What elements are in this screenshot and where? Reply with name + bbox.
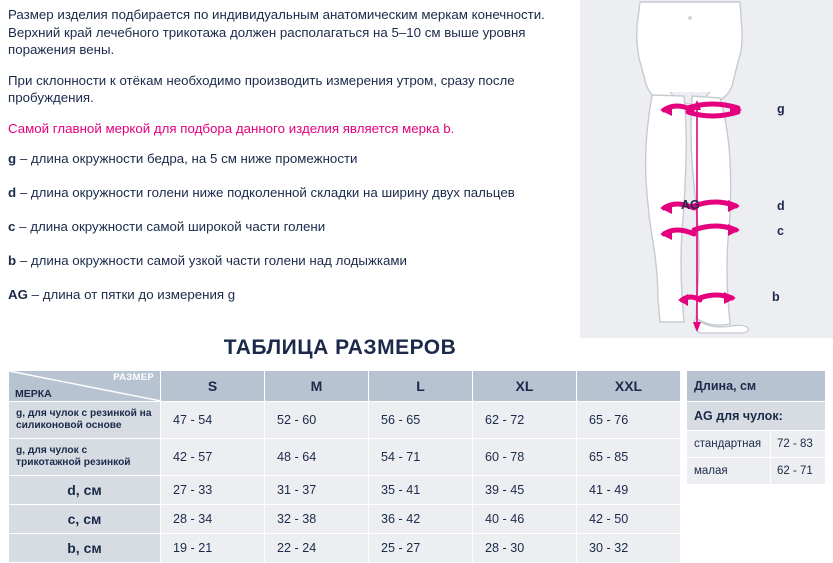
length-row-standard-label: стандартная (687, 431, 771, 458)
cell-g-silicone-xl: 62 - 72 (473, 402, 577, 439)
illustration-label-d: d (777, 199, 785, 213)
cell-g-knit-m: 48 - 64 (265, 439, 369, 476)
definition-key-ag: AG (8, 287, 28, 302)
length-table-subheader-row (687, 402, 826, 431)
definition-text-g: – длина окружности бедра, на 5 см ниже промежности (16, 151, 358, 166)
column-header-m: M (265, 371, 369, 402)
definition-text-ag: – длина от пятки до измерения g (27, 287, 236, 302)
cell-c-m: 32 - 38 (265, 505, 369, 534)
definition-d (8, 184, 578, 201)
cell-b-s: 19 - 21 (161, 534, 265, 563)
table-row (9, 439, 681, 476)
illustration-label-b: b (772, 290, 780, 304)
illustration-label-c: c (777, 224, 784, 238)
corner-label-size: РАЗМЕР (113, 372, 154, 383)
size-table-title: ТАБЛИЦА РАЗМЕРОВ (223, 336, 457, 359)
length-table-header: Длина, см (687, 371, 826, 402)
cell-b-m: 22 - 24 (265, 534, 369, 563)
cell-g-silicone-m: 52 - 60 (265, 402, 369, 439)
intro-paragraph-1: Размер изделия подбирается по индивидуальным анатомическим меркам конечности. Верхний край лечебного трикотажа должен располагаться на 5–10 см выше уровня поражения вены. (8, 7, 545, 57)
definition-key-b: b (8, 253, 17, 268)
cell-g-silicone-xxl: 65 - 76 (577, 402, 681, 439)
row-label-c: c, см (9, 505, 161, 534)
definition-text-d: – длина окружности голени ниже подколенной складки на ширину двух пальцев (16, 185, 515, 200)
cell-c-xl: 40 - 46 (473, 505, 577, 534)
row-label-g-knit: g, для чулок с трикотажной резинкой (9, 439, 161, 476)
definition-key-c: c (8, 219, 16, 234)
legs-diagram-svg (580, 0, 833, 338)
intro-paragraph-2: При склонности к отёкам необходимо производить измерения утром, сразу после пробуждения. (8, 72, 515, 105)
length-row-small-label: малая (687, 458, 771, 485)
d-arrow-head (728, 200, 740, 212)
table-row (9, 476, 681, 505)
column-header-s: S (161, 371, 265, 402)
table-corner-cell (9, 371, 161, 402)
definition-text-b: – длина окружности самой узкой части голени над лодыжками (16, 253, 407, 268)
definition-g (8, 150, 578, 167)
length-table (686, 370, 826, 485)
cell-c-xxl: 42 - 50 (577, 505, 681, 534)
table-row (9, 534, 681, 563)
intro-paragraph-highlight: Самой главной меркой для подбора данного изделия является мерка b. (8, 120, 455, 136)
size-table (8, 370, 681, 563)
instructions-column (8, 6, 578, 320)
cell-c-s: 28 - 34 (161, 505, 265, 534)
cell-d-xxl: 41 - 49 (577, 476, 681, 505)
cell-d-xl: 39 - 45 (473, 476, 577, 505)
column-header-xl: XL (473, 371, 577, 402)
row-label-d: d, см (9, 476, 161, 505)
cell-g-silicone-l: 56 - 65 (369, 402, 473, 439)
cell-b-xl: 28 - 30 (473, 534, 577, 563)
table-header-row (9, 371, 681, 402)
corner-label-measure: МЕРКА (15, 388, 52, 400)
cell-c-l: 36 - 42 (369, 505, 473, 534)
legs-measurement-illustration (580, 0, 833, 338)
row-label-b: b, см (9, 534, 161, 563)
cell-b-xxl: 30 - 32 (577, 534, 681, 563)
column-header-xxl: XXL (577, 371, 681, 402)
cell-d-l: 35 - 41 (369, 476, 473, 505)
cell-d-m: 31 - 37 (265, 476, 369, 505)
length-table-header-row (687, 371, 826, 402)
length-row-small-value: 62 - 71 (771, 458, 826, 485)
navel-dot (688, 16, 692, 20)
definition-text-c: – длина окружности самой широкой части голени (15, 219, 326, 234)
table-row (9, 402, 681, 439)
cell-g-silicone-s: 47 - 54 (161, 402, 265, 439)
row-label-g-silicone: g, для чулок с резинкой на силиконовой основе (9, 402, 161, 439)
table-row (687, 431, 826, 458)
length-table-subheader: AG для чулок: (687, 402, 826, 431)
definition-key-g: g (8, 151, 17, 166)
cell-b-l: 25 - 27 (369, 534, 473, 563)
cell-g-knit-xl: 60 - 78 (473, 439, 577, 476)
table-row (687, 458, 826, 485)
measurement-definitions (8, 150, 578, 303)
definition-b (8, 252, 578, 269)
cell-d-s: 27 - 33 (161, 476, 265, 505)
definition-c (8, 218, 578, 235)
cell-g-knit-s: 42 - 57 (161, 439, 265, 476)
illustration-label-ag: AG (681, 198, 700, 212)
illustration-label-g: g (777, 102, 785, 116)
column-header-l: L (369, 371, 473, 402)
table-row (9, 505, 681, 534)
cell-g-knit-xxl: 65 - 85 (577, 439, 681, 476)
c-arrow-head (728, 224, 740, 236)
definition-ag (8, 286, 578, 303)
cell-g-knit-l: 54 - 71 (369, 439, 473, 476)
definition-key-d: d (8, 185, 17, 200)
length-row-standard-value: 72 - 83 (771, 431, 826, 458)
b-arrow-head (724, 292, 736, 304)
